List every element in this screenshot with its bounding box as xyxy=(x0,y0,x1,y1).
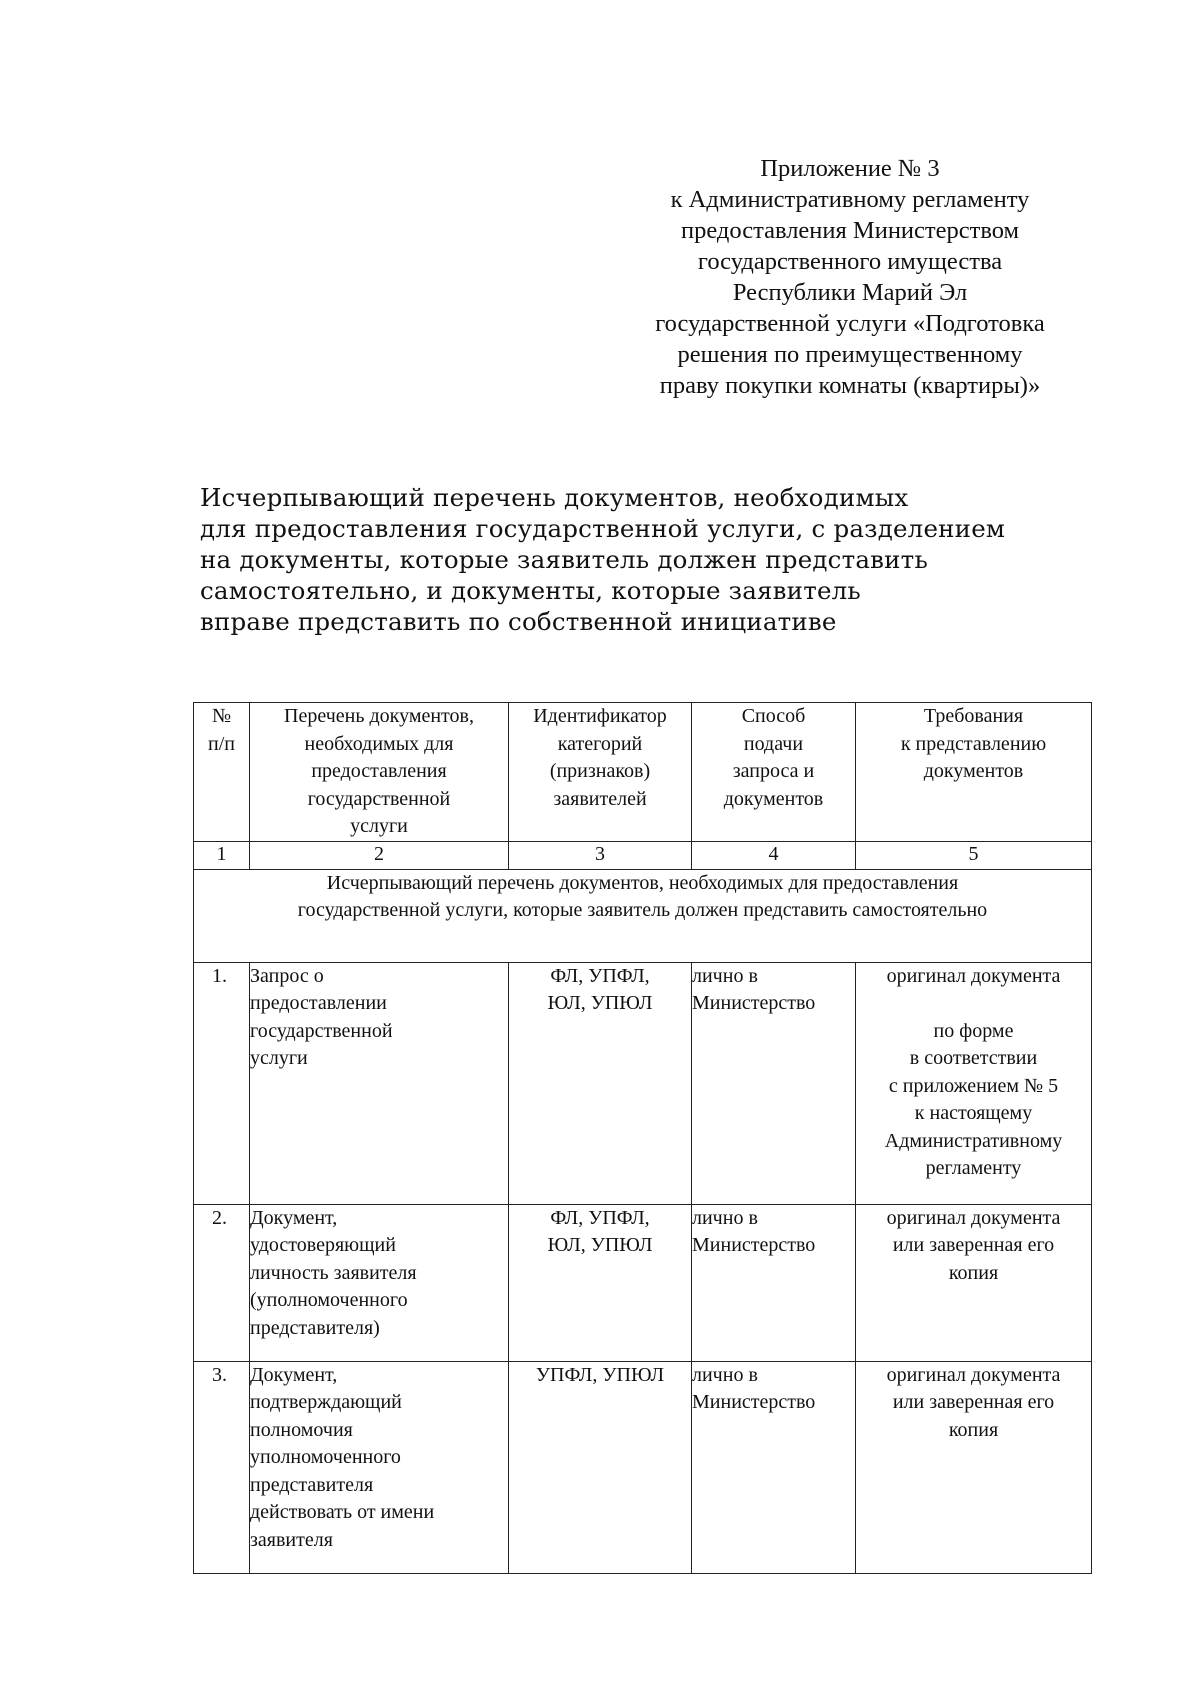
column-number: 2 xyxy=(250,841,509,869)
cell-line: Административному xyxy=(884,1129,1063,1152)
column-number: 3 xyxy=(509,841,692,869)
appendix-line: государственного имущества xyxy=(697,248,1003,275)
row-number xyxy=(194,1361,250,1573)
header-line: к представлению xyxy=(900,732,1047,755)
row-method xyxy=(692,962,856,1204)
cell-line: в соответствии xyxy=(909,1047,1038,1069)
header-line: заявителей xyxy=(553,787,647,810)
table-row xyxy=(194,1204,1092,1361)
header-line: документов xyxy=(923,760,1024,782)
header-line: запроса и xyxy=(732,760,815,782)
row-requirements xyxy=(856,1361,1092,1573)
appendix-line: к Административному регламенту xyxy=(670,186,1030,213)
header-line: Требования xyxy=(923,705,1024,727)
header-documents xyxy=(250,703,509,842)
title-line: Исчерпывающий перечень документов, необходимых xyxy=(200,483,909,512)
cell-line: лично в xyxy=(692,1206,758,1229)
cell-line: оригинал документа xyxy=(886,1206,1061,1229)
row-document xyxy=(250,962,509,1204)
cell-line: удостоверяющий xyxy=(250,1234,396,1256)
header-line: Идентификатор xyxy=(533,705,667,727)
row-requirements xyxy=(856,962,1092,1204)
cell-line: действовать от имени xyxy=(250,1501,435,1523)
cell-line: Запрос о xyxy=(250,964,324,987)
header-method xyxy=(692,703,856,842)
header-line: № xyxy=(211,705,232,727)
header-requirements xyxy=(856,703,1092,842)
header-line: (признаков) xyxy=(549,760,651,782)
title-line: самостоятельно, и документы, которые заявитель xyxy=(200,576,861,605)
title-line: для предоставления государственной услуги, с разделением xyxy=(200,514,1006,543)
cell-line: представителя xyxy=(250,1473,374,1496)
cell-line: лично в xyxy=(692,1363,758,1386)
document-title xyxy=(200,482,1006,637)
cell-line: подтверждающий xyxy=(250,1391,402,1413)
appendix-line: решения по преимущественному xyxy=(677,341,1023,368)
row-requirements xyxy=(856,1204,1092,1361)
cell-line: ФЛ, УПФЛ, xyxy=(550,1206,650,1229)
header-line: предоставления xyxy=(311,760,447,782)
row-number-text: 1. xyxy=(212,964,227,987)
row-document xyxy=(250,1204,509,1361)
cell-line: услуги xyxy=(250,1047,308,1069)
row-number-text: 3. xyxy=(212,1363,227,1386)
row-number-text: 2. xyxy=(212,1206,227,1229)
section-row xyxy=(194,869,1092,962)
cell-line: ЮЛ, УПЮЛ xyxy=(547,1234,653,1256)
column-number: 4 xyxy=(692,841,856,869)
cell-line: уполномоченного xyxy=(250,1446,401,1468)
appendix-line: праву покупки комнаты (квартиры)» xyxy=(659,372,1041,399)
table-row xyxy=(194,1361,1092,1573)
header-line: документов xyxy=(723,787,824,810)
cell-line: оригинал документа xyxy=(886,1363,1061,1386)
row-applicants xyxy=(509,1204,692,1361)
header-applicants xyxy=(509,703,692,842)
cell-line: личность заявителя xyxy=(250,1261,417,1284)
cell-line: заявителя xyxy=(250,1528,333,1551)
documents-table xyxy=(193,702,1092,1574)
cell-line: Документ, xyxy=(250,1206,338,1229)
cell-line: государственной xyxy=(250,1019,393,1042)
cell-line: Министерство xyxy=(692,992,816,1014)
cell-line: предоставлении xyxy=(250,992,387,1014)
appendix-line: предоставления Министерством xyxy=(680,217,1020,244)
header-line: категорий xyxy=(557,732,643,755)
title-line: на документы, которые заявитель должен представить xyxy=(200,545,928,574)
header-line: Перечень документов, xyxy=(284,705,474,727)
row-number xyxy=(194,962,250,1204)
appendix-line: Республики Марий Эл xyxy=(732,279,968,306)
header-line: необходимых для xyxy=(304,732,454,755)
row-method xyxy=(692,1361,856,1573)
column-number: 5 xyxy=(856,841,1092,869)
row-method xyxy=(692,1204,856,1361)
cell-line: оригинал документа xyxy=(886,964,1061,987)
cell-line: лично в xyxy=(692,964,758,987)
cell-line: Министерство xyxy=(692,1234,816,1256)
table-header-row xyxy=(194,703,1092,842)
header-line: услуги xyxy=(350,815,408,837)
table-row xyxy=(194,962,1092,1204)
cell-line: с приложением № 5 xyxy=(888,1074,1059,1097)
cell-line: Министерство xyxy=(692,1391,816,1413)
header-line: п/п xyxy=(208,732,235,755)
header-line: подачи xyxy=(743,732,804,755)
appendix-line: Приложение № 3 xyxy=(760,155,940,182)
cell-line: (уполномоченного xyxy=(250,1289,408,1311)
cell-line: Документ, xyxy=(250,1363,338,1386)
section-heading xyxy=(194,869,1092,962)
appendix-header xyxy=(600,153,1100,401)
cell-line: полномочия xyxy=(250,1418,353,1441)
header-line: Способ xyxy=(741,705,806,727)
cell-line: копия xyxy=(948,1261,999,1284)
column-number-row xyxy=(194,841,1092,869)
cell-line: или заверенная его xyxy=(892,1234,1055,1256)
row-number xyxy=(194,1204,250,1361)
column-number: 1 xyxy=(194,841,250,869)
cell-line: УПФЛ, УПЮЛ xyxy=(535,1363,665,1386)
cell-line: по форме xyxy=(933,1019,1014,1042)
section-line: Исчерпывающий перечень документов, необходимых для предоставления xyxy=(326,871,959,894)
cell-line: регламенту xyxy=(925,1157,1022,1179)
title-line: вправе представить по собственной инициативе xyxy=(200,607,837,636)
appendix-line: государственной услуги «Подготовка xyxy=(655,310,1045,337)
row-document xyxy=(250,1361,509,1573)
header-line: государственной xyxy=(307,787,451,810)
cell-line xyxy=(856,990,1091,1018)
cell-line: представителя) xyxy=(250,1316,380,1339)
section-line: государственной услуги, которые заявитель должен представить самостоятельно xyxy=(297,899,988,921)
cell-line: копия xyxy=(948,1418,999,1441)
cell-line: к настоящему xyxy=(914,1102,1033,1124)
row-applicants xyxy=(509,1361,692,1573)
cell-line: ЮЛ, УПЮЛ xyxy=(547,992,653,1014)
cell-line: или заверенная его xyxy=(892,1391,1055,1413)
cell-line: ФЛ, УПФЛ, xyxy=(550,964,650,987)
row-applicants xyxy=(509,962,692,1204)
header-num xyxy=(194,703,250,842)
